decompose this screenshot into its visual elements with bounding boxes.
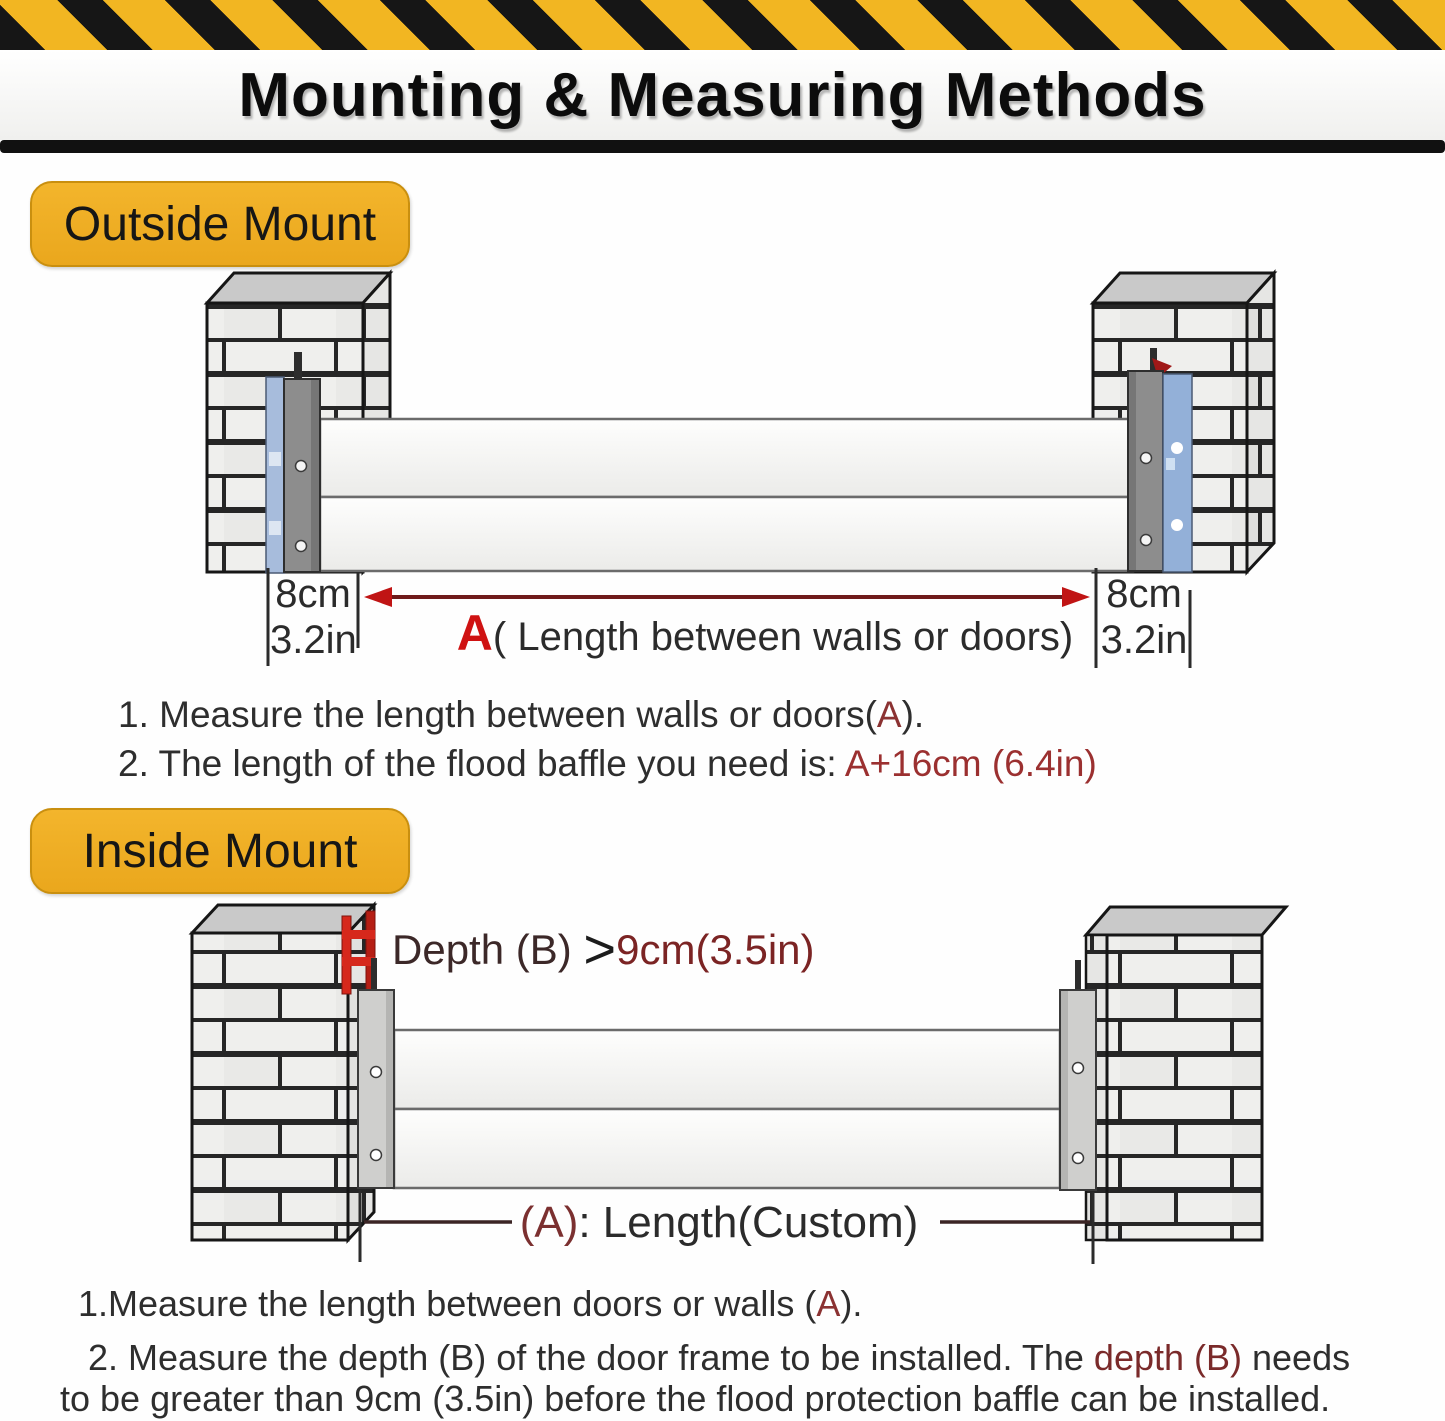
inside-step2-text: 2. Measure the depth (B) of the door frame to be installed. The	[88, 1337, 1094, 1378]
outside-right-bracket	[1128, 371, 1163, 571]
inside-step1-accent: A	[816, 1283, 841, 1324]
outside-step-2	[118, 743, 1097, 785]
inside-step1-text: 1.Measure the length between doors or walls (	[78, 1283, 817, 1324]
outside-left-dim-cm: 8cm	[275, 572, 351, 616]
outside-length-label-accent: A	[456, 605, 493, 661]
page-title: Mounting & Measuring Methods	[238, 60, 1207, 130]
inside-left-pin	[371, 958, 377, 991]
outside-step-1	[118, 694, 924, 736]
inside-step-1	[78, 1283, 862, 1325]
outside-step2-text: 2. The length of the flood baffle you need is:	[118, 743, 845, 784]
inside-right-pin	[1075, 960, 1081, 990]
inside-step1-post: ).	[840, 1283, 863, 1324]
outside-left-seal-strip	[266, 377, 284, 573]
inside-length-label	[444, 1198, 994, 1248]
outside-step1-post: ).	[901, 694, 925, 735]
outside-step2-accent: A+16cm (6.4in)	[844, 743, 1097, 784]
inside-flood-barrier-panel	[394, 1030, 1060, 1188]
inside-mount-badge-label: Inside Mount	[82, 824, 358, 878]
inside-mount-badge	[30, 808, 410, 894]
outside-left-dim-in: 3.2in	[270, 618, 357, 662]
outside-mount-badge	[30, 181, 410, 267]
outside-right-dim-in: 3.2in	[1100, 618, 1188, 662]
greater-than-symbol: >	[583, 917, 617, 980]
inside-depth-value: 9cm(3.5in)	[616, 926, 815, 973]
outside-right-seal-strip	[1163, 374, 1192, 572]
title-divider-bar	[0, 140, 1445, 153]
outside-left-bracket	[284, 379, 320, 572]
inside-right-pillar	[1086, 907, 1286, 1240]
outside-step1-accent: A	[876, 694, 902, 735]
inside-step2-accent: depth (B)	[1093, 1337, 1242, 1378]
inside-right-bracket	[1060, 990, 1096, 1190]
inside-depth-label: Depth (B)	[392, 926, 584, 973]
inside-step-2	[88, 1337, 1350, 1379]
outside-length-label	[400, 604, 1130, 662]
inside-depth-annotation	[392, 916, 815, 981]
inside-length-accent: (A)	[519, 1198, 579, 1247]
outside-step1-text: 1. Measure the length between walls or doors(	[118, 694, 877, 735]
outside-left-dimension	[270, 571, 356, 663]
inside-left-bracket	[358, 990, 394, 1188]
title-band	[0, 50, 1445, 140]
hazard-stripe-band	[0, 0, 1445, 50]
inside-step2-post: needs	[1242, 1337, 1351, 1378]
outside-length-label-rest: ( Length between walls or doors)	[492, 615, 1074, 659]
outside-left-pin	[294, 352, 302, 380]
inside-step-2-continued: to be greater than 9cm (3.5in) before the flood protection baffle can be installed.	[60, 1378, 1331, 1419]
outside-right-dim-cm: 8cm	[1106, 572, 1182, 616]
outside-flood-barrier-panel	[320, 419, 1133, 571]
outside-mount-badge-label: Outside Mount	[63, 197, 377, 251]
inside-length-rest: : Length(Custom)	[578, 1198, 919, 1247]
